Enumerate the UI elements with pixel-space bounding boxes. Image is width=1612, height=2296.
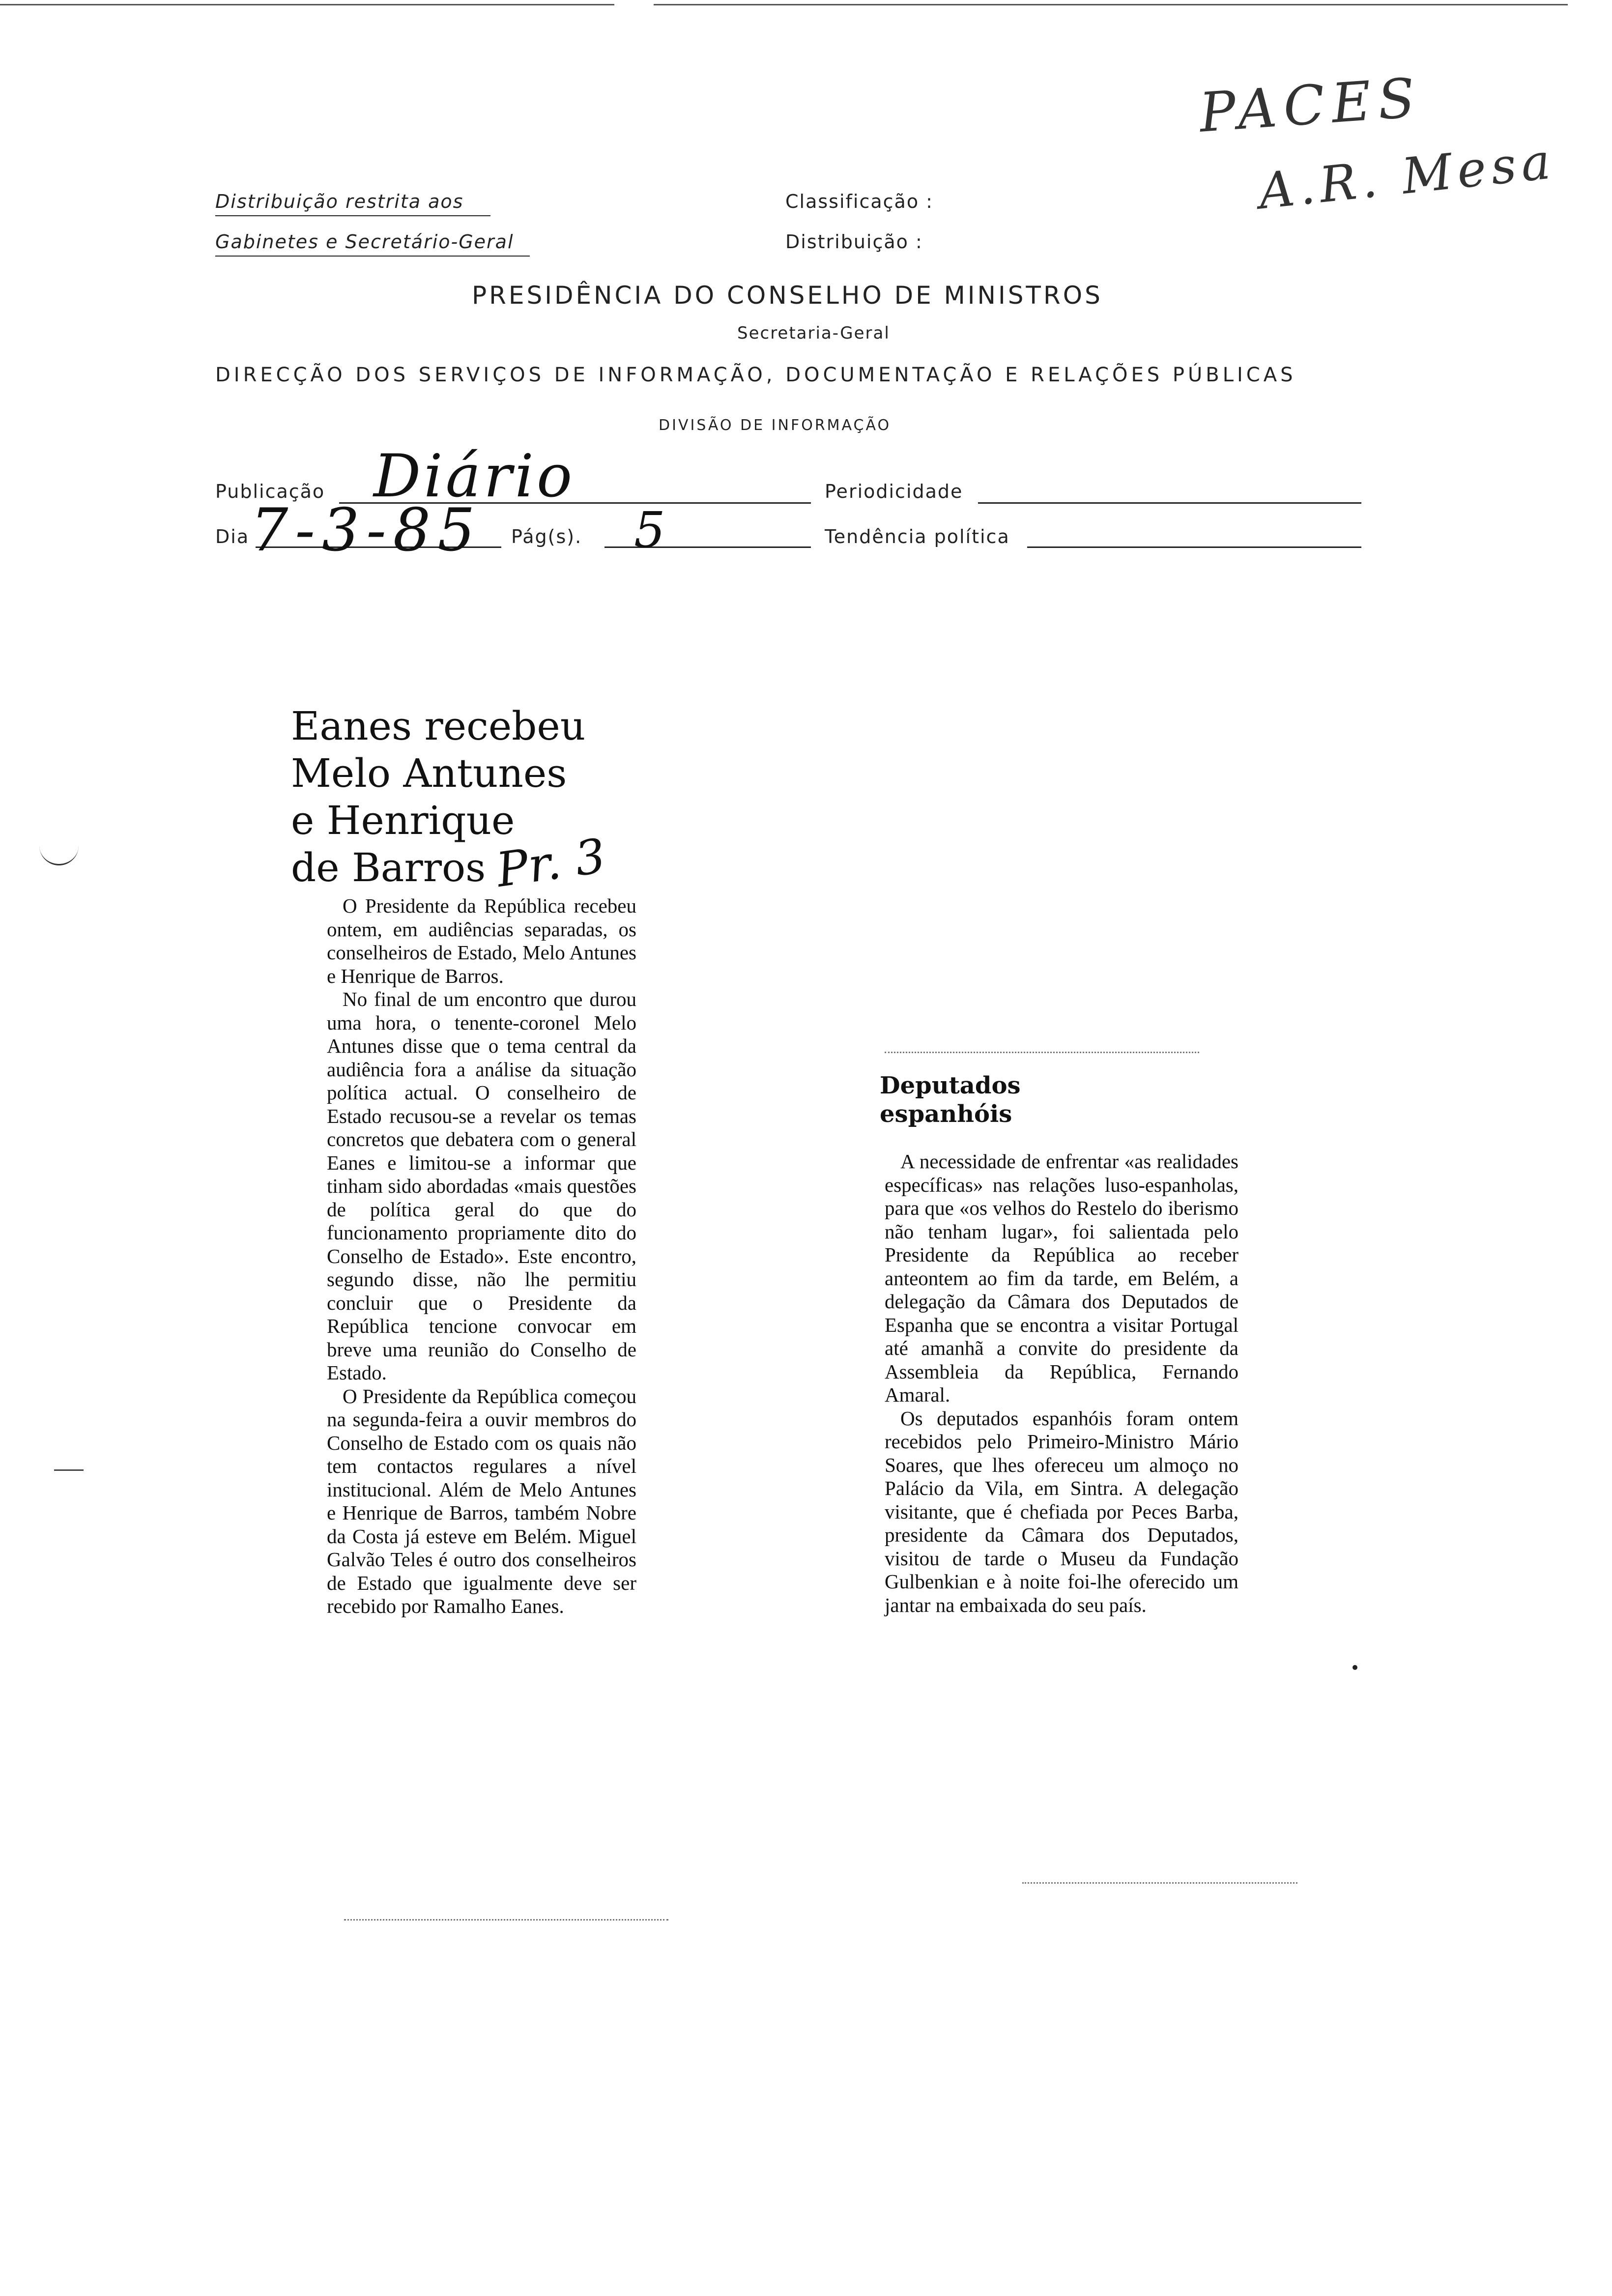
clipping-edge bbox=[885, 1052, 1199, 1053]
underline bbox=[215, 256, 530, 257]
article2-headline bbox=[880, 1071, 1076, 1128]
secretariat-title: Secretaria-Geral bbox=[737, 323, 890, 343]
headline-line: de Barros bbox=[291, 845, 486, 890]
periodicity-field-line bbox=[978, 502, 1361, 504]
clipping-edge bbox=[344, 1919, 668, 1921]
headline-line: e Henrique bbox=[291, 798, 515, 843]
article1-paragraph: O Presidente da República começou na segunda-feira a ouvir membros do Conselho de Estado com os quais não tem contactos regulares a nível institucional. Além de Melo Antunes e Henrique de Barros, também Nobre da Costa já esteve em Belém. Miguel Galvão Teles é outro dos conselheiros de Estado que igualmente deve ser recebido por Ramalho Eanes. bbox=[327, 1384, 636, 1617]
handwritten-note-line1: PACES bbox=[1197, 66, 1424, 144]
scan-edge-line bbox=[0, 4, 614, 5]
classification-label: Classificação : bbox=[785, 191, 933, 212]
tendency-label: Tendência política bbox=[825, 526, 1010, 547]
underline bbox=[215, 215, 490, 216]
article2-paragraph: Os deputados espanhóis foram ontem recebidos pelo Primeiro-Ministro Mário Soares, que lhes ofereceu um almoço no Palácio da Vila, em Sintra. A delegação visitante, que é chefiada por Peces Barba, presidente da Câmara dos Deputados, visitou de tarde o Museu da Fundação Gulbenkian e à noite foi-lhe oferecido um jantar na embaixada do seu país. bbox=[885, 1406, 1238, 1616]
organization-title: PRESIDÊNCIA DO CONSELHO DE MINISTROS bbox=[472, 281, 1103, 310]
scan-mark bbox=[39, 844, 79, 865]
headline-line: Melo Antunes bbox=[291, 750, 567, 796]
article1-body bbox=[327, 894, 636, 1618]
day-label: Dia bbox=[215, 526, 250, 547]
article1-paragraph: No final de um encontro que durou uma hora, o tenente-coronel Melo Antunes disse que o tema central da audiência fora a análise da situação política actual. O conselheiro de Estado recusou-se a revelar os temas concretos que debatera com o general Eanes e limitou-se a informar que tinham sido abordadas «mais questões de política geral do que do funcionamento propriamente dito do Conselho de Estado». Este encontro, segundo disse, não lhe permitiu concluir que o Presidente da República tencione convocar em breve uma reunião do Conselho de Estado. bbox=[327, 988, 636, 1384]
handwritten-note-line2: A.R. Mesa bbox=[1256, 132, 1558, 221]
publication-value: Diário bbox=[374, 442, 576, 511]
division-title: DIVISÃO DE INFORMAÇÃO bbox=[659, 417, 892, 434]
clipping-edge bbox=[1022, 1882, 1297, 1884]
article2-body bbox=[885, 1150, 1238, 1617]
distribution-label: Distribuição : bbox=[785, 231, 923, 253]
headline-line: Eanes recebeu bbox=[291, 703, 586, 749]
headline-line: espanhóis bbox=[880, 1100, 1012, 1128]
directorate-title: DIRECÇÃO DOS SERVIÇOS DE INFORMAÇÃO, DOCUMENTAÇÃO E RELAÇÕES PÚBLICAS bbox=[215, 364, 1296, 386]
scan-edge-line bbox=[654, 4, 1568, 5]
article1-paragraph: O Presidente da República recebeu ontem, em audiências separadas, os conselheiros de Estado, Melo Antunes e Henrique de Barros. bbox=[327, 894, 636, 987]
day-value: 7-3-85 bbox=[251, 496, 482, 565]
pages-value: 5 bbox=[634, 501, 665, 559]
periodicity-label: Periodicidade bbox=[825, 481, 963, 502]
scan-mark bbox=[54, 1469, 84, 1471]
headline-line: Deputados bbox=[880, 1072, 1021, 1099]
scan-speck bbox=[1353, 1665, 1357, 1670]
headline-scribble: Pr. 3 bbox=[493, 828, 609, 898]
pages-label: Pág(s). bbox=[511, 526, 582, 547]
distribution-restricted-line1: Distribuição restrita aos bbox=[215, 191, 464, 212]
distribution-restricted-line2: Gabinetes e Secretário-Geral bbox=[215, 231, 514, 253]
article2-paragraph: A necessidade de enfrentar «as realidades específicas» nas relações luso-espanholas, para que «os velhos do Restelo do iberismo não tenham lugar», foi salientada pelo Presidente da República ao receber anteontem ao fim da tarde, em Belém, a delegação da Câmara dos Deputados de Espanha que se encontra a visitar Portugal até amanhã a convite do presidente da Assembleia da República, Fernando Amaral. bbox=[885, 1150, 1238, 1406]
tendency-field-line bbox=[1027, 546, 1361, 548]
publication-label: Publicação bbox=[215, 481, 325, 502]
